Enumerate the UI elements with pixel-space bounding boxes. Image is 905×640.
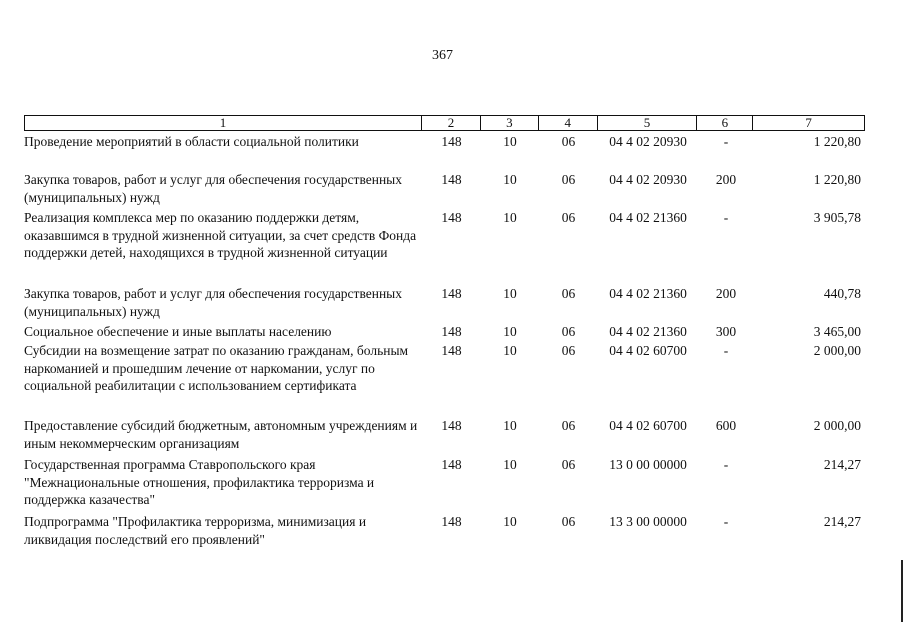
table-row <box>24 209 865 281</box>
row-col-7: 3 905,78 <box>813 210 861 225</box>
row-col-4: 06 <box>561 324 576 339</box>
row-col-4: 06 <box>561 343 576 358</box>
row-col-4: 06 <box>561 210 576 225</box>
row-col-7: 214,27 <box>823 514 861 529</box>
row-col-3: 10 <box>503 286 517 301</box>
row-col-7: 1 220,80 <box>813 134 861 149</box>
row-col-3: 10 <box>503 134 517 149</box>
header-col-7: 7 <box>805 115 812 130</box>
table-row <box>24 513 865 549</box>
row-name: Подпрограмма "Профилактика терроризма, минимизация и ликвидация последствий его проявлений" <box>24 514 367 547</box>
row-col-3: 10 <box>503 172 517 187</box>
row-col-6: - <box>723 457 729 472</box>
row-col-5: 13 3 00 00000 <box>609 514 687 529</box>
header-col-5: 5 <box>598 116 698 130</box>
row-col-3: 10 <box>503 514 517 529</box>
header-col-6: 6 <box>697 116 753 130</box>
row-col-2: 148 <box>441 210 462 225</box>
row-col-5: 04 4 02 20930 <box>609 134 687 149</box>
header-col-3: 3 <box>481 116 539 130</box>
row-col-4: 06 <box>561 286 576 301</box>
row-name: Социальное обеспечение и иные выплаты населению <box>24 324 332 339</box>
row-col-5: 04 4 02 60700 <box>609 418 687 433</box>
scan-edge-mark <box>901 560 903 622</box>
row-col-7: 2 000,00 <box>813 343 861 358</box>
row-col-5: 04 4 02 21360 <box>609 324 687 339</box>
row-col-2: 148 <box>441 134 462 149</box>
row-col-4: 06 <box>561 418 576 433</box>
row-name: Субсидии на возмещение затрат по оказанию гражданам, больным наркоманией и прошедшим лечение от наркомании, услуг по социальной реабилитации с использованием сертификата <box>24 343 409 393</box>
header-col-2: 2 <box>422 116 481 130</box>
page-number: 367 <box>432 48 453 63</box>
table-row <box>24 171 865 207</box>
row-col-6: - <box>723 210 729 225</box>
row-col-6: 300 <box>715 324 737 339</box>
row-col-6: - <box>723 343 729 358</box>
table-row <box>24 133 865 151</box>
row-name: Реализация комплекса мер по оказанию поддержки детям, оказавшимся в трудной жизненной ситуации, за счет средств Фонда поддержки детей, находящихся в трудной жизненной ситуации <box>24 210 417 260</box>
row-col-7: 3 465,00 <box>813 324 861 339</box>
row-name: Закупка товаров, работ и услуг для обеспечения государственных (муниципальных) нужд <box>24 286 403 319</box>
row-col-7: 1 220,80 <box>813 172 861 187</box>
row-col-3: 10 <box>503 343 517 358</box>
row-col-3: 10 <box>503 457 517 472</box>
row-col-5: 04 4 02 20930 <box>609 172 687 187</box>
row-col-3: 10 <box>503 418 517 433</box>
row-col-3: 10 <box>503 324 517 339</box>
table-row <box>24 323 865 341</box>
header-col-1: 1 <box>25 116 422 130</box>
row-col-3: 10 <box>503 210 517 225</box>
row-col-7: 2 000,00 <box>813 418 861 433</box>
row-col-6: 200 <box>715 286 737 301</box>
row-col-2: 148 <box>441 514 462 529</box>
row-col-5: 04 4 02 21360 <box>609 286 687 301</box>
row-col-4: 06 <box>561 514 576 529</box>
row-name: Проведение мероприятий в области социальной политики <box>24 134 359 149</box>
row-col-6: - <box>723 514 729 529</box>
row-col-5: 04 4 02 60700 <box>609 343 687 358</box>
row-col-2: 148 <box>441 286 462 301</box>
row-col-6: 200 <box>715 172 737 187</box>
row-col-4: 06 <box>561 457 576 472</box>
table-row <box>24 342 865 414</box>
row-name: Закупка товаров, работ и услуг для обеспечения государственных (муниципальных) нужд <box>24 172 403 205</box>
row-col-2: 148 <box>441 343 462 358</box>
row-col-2: 148 <box>441 418 462 433</box>
table-row <box>24 417 865 453</box>
row-col-5: 04 4 02 21360 <box>609 210 687 225</box>
row-col-4: 06 <box>561 134 576 149</box>
row-col-2: 148 <box>441 172 462 187</box>
row-col-6: 600 <box>715 418 737 433</box>
row-name: Государственная программа Ставропольского края "Межнациональные отношения, профилактика терроризма и поддержка казачества" <box>24 457 375 507</box>
table-row <box>24 285 865 321</box>
row-col-6: - <box>723 134 729 149</box>
row-col-2: 148 <box>441 457 462 472</box>
row-col-4: 06 <box>561 172 576 187</box>
row-name: Предоставление субсидий бюджетным, автономным учреждениям и иным некоммерческим организациям <box>24 418 418 451</box>
row-col-7: 440,78 <box>823 286 861 301</box>
row-col-7: 214,27 <box>823 457 861 472</box>
table-header <box>24 115 865 131</box>
table-row <box>24 456 865 510</box>
row-col-5: 13 0 00 00000 <box>609 457 687 472</box>
row-col-2: 148 <box>441 324 462 339</box>
header-col-4: 4 <box>539 116 598 130</box>
